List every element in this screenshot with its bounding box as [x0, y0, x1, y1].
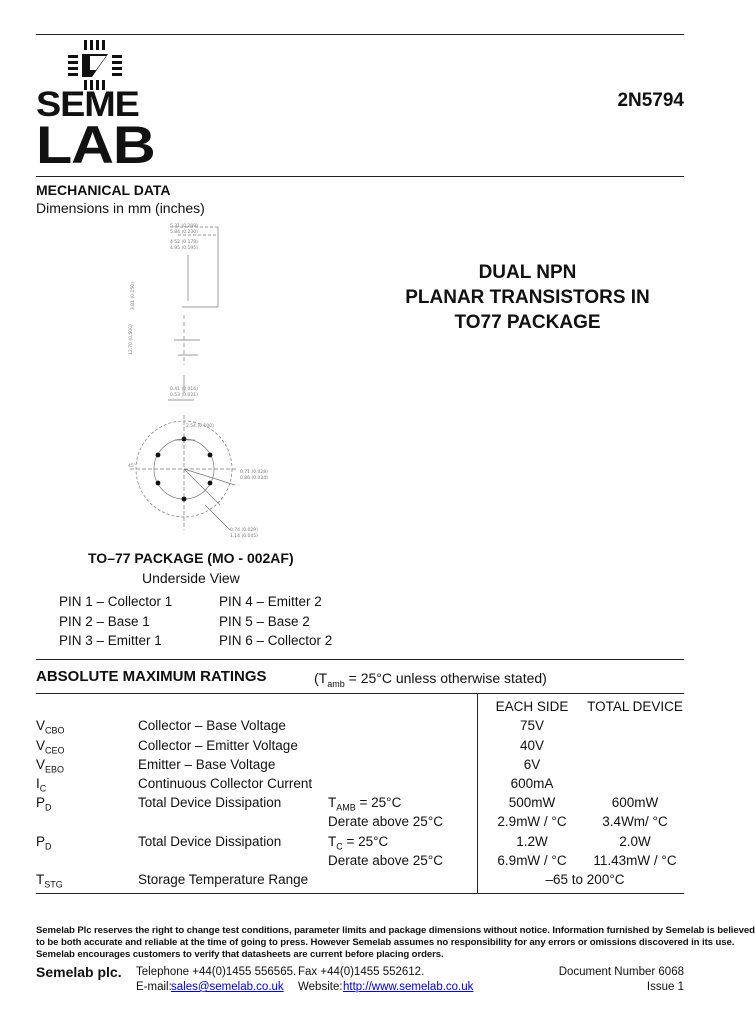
- row-total-value: 3.4Wm/ °C: [602, 814, 668, 829]
- logo-mark-icon: [36, 38, 161, 90]
- email-label: E-mail:: [136, 981, 172, 993]
- device-title: [360, 260, 695, 335]
- dim-label-2: 5.84 (0.230): [170, 230, 198, 235]
- row-each-value: 1.2W: [516, 834, 548, 849]
- symbol-letter: T: [36, 872, 45, 887]
- row-condition: [328, 795, 401, 813]
- pin-1: PIN 1 – Collector 1: [59, 594, 173, 609]
- row-description: Continuous Collector Current: [138, 776, 313, 791]
- pin-2: PIN 2 – Base 1: [59, 614, 150, 629]
- symbol-subscript: D: [45, 802, 52, 813]
- title-line-3: TO77 PACKAGE: [454, 312, 601, 333]
- row-condition: Derate above 25°C: [328, 814, 443, 829]
- row-total-value: 11.43mW / °C: [593, 853, 677, 868]
- package-caption: TO–77 PACKAGE (MO - 002AF): [88, 550, 294, 566]
- symbol-letter: P: [36, 834, 46, 849]
- row-condition: [328, 834, 388, 852]
- disclaimer: [36, 925, 755, 961]
- disclaimer-line-3: Semelab encourages customers to verify that datasheets are current before placing orders.: [36, 949, 444, 960]
- symbol-letter: P: [36, 795, 46, 810]
- condition-rest: = 25°C: [342, 834, 389, 849]
- dimensions-note: Dimensions in mm (inches): [36, 200, 205, 216]
- pin-6: PIN 6 – Collector 2: [219, 633, 333, 648]
- part-number: 2N5794: [617, 90, 684, 111]
- disclaimer-line-1: Semelab Plc reserves the right to change test conditions, parameter limits and package dimensions without notice. Information furnished by Semelab is believed: [36, 925, 755, 936]
- dim-label-8: 3.81 (0.150): [131, 282, 136, 310]
- row-symbol: [36, 834, 52, 852]
- dim-label-11: 0.71 (0.028): [240, 470, 268, 475]
- dim-label-14: 1.14 (0.045): [230, 534, 258, 539]
- email-link[interactable]: sales@semelab.co.uk: [171, 981, 284, 993]
- pin-4: PIN 4 – Emitter 2: [219, 594, 322, 609]
- symbol-subscript: C: [39, 783, 47, 794]
- row-each-value: 6V: [523, 757, 541, 772]
- col-total-device: TOTAL DEVICE: [587, 699, 683, 714]
- website-label: Website:: [298, 981, 343, 993]
- ratings-cond-sub: amb: [327, 678, 345, 689]
- footer-rule: [36, 893, 684, 894]
- ratings-top-rule: [36, 659, 684, 660]
- dim-label-9: 45°: [128, 464, 136, 469]
- symbol-subscript: EBO: [45, 764, 65, 775]
- row-symbol: [36, 795, 52, 813]
- disclaimer-line-2: to be both accurate and reliable at the time of going to press. However Semelab assumes no responsibility for any errors or omissions discovered in its use.: [36, 937, 735, 948]
- row-description: Total Device Dissipation: [138, 795, 282, 810]
- issue-number: Issue 1: [646, 981, 684, 993]
- row-description: Emitter – Base Voltage: [138, 757, 276, 772]
- logo-text-seme: SEME: [36, 85, 139, 124]
- mechanical-data-heading: MECHANICAL DATA: [36, 182, 171, 198]
- title-line-1: DUAL NPN: [478, 262, 577, 283]
- symbol-letter: V: [36, 718, 46, 733]
- dim-label-4: 4.95 (0.195): [170, 246, 198, 251]
- row-symbol: [36, 872, 63, 890]
- row-each-value: 2.9mW / °C: [497, 814, 567, 829]
- company-name: Semelab plc.: [36, 964, 122, 980]
- ratings-condition: [314, 670, 547, 689]
- dim-label-6: 0.53 (0.021): [170, 393, 198, 398]
- dim-label-7: 12.70 (0.500): [129, 324, 134, 355]
- row-symbol: [36, 718, 65, 736]
- view-caption: Underside View: [142, 570, 240, 586]
- condition-subscript: AMB: [336, 802, 356, 813]
- fax: Fax +44(0)1455 552612.: [298, 966, 425, 978]
- row-total-value: 600mW: [611, 795, 659, 810]
- row-description: Storage Temperature Range: [138, 872, 309, 887]
- row-description: Total Device Dissipation: [138, 834, 282, 849]
- row-each-value: 40V: [519, 738, 545, 753]
- symbol-letter: V: [36, 738, 46, 753]
- ratings-cond-rest: = 25°C unless otherwise stated): [344, 670, 547, 686]
- title-line-2: PLANAR TRANSISTORS IN: [405, 287, 650, 308]
- telephone: Telephone +44(0)1455 556565.: [136, 966, 297, 978]
- dim-label-12: 0.86 (0.034): [240, 476, 268, 481]
- package-drawing: [70, 215, 330, 539]
- pin-3: PIN 3 – Emitter 1: [59, 633, 162, 648]
- dim-label-3: 4.52 (0.178): [170, 240, 198, 245]
- logo-text-lab: LAB: [36, 116, 155, 175]
- ratings-cond-open: (T: [314, 670, 328, 686]
- dim-label-1: 5.31 (0.209): [170, 224, 198, 229]
- document-number: Document Number 6068: [558, 966, 684, 978]
- ratings-heading: ABSOLUTE MAXIMUM RATINGS: [36, 668, 267, 685]
- symbol-subscript: CEO: [45, 745, 65, 756]
- website-link[interactable]: http://www.semelab.co.uk: [343, 981, 474, 993]
- row-storage-range: –65 to 200°C: [545, 872, 625, 887]
- header-rule: [36, 176, 684, 177]
- row-each-value: 75V: [519, 718, 545, 733]
- pin-5: PIN 5 – Base 2: [219, 614, 310, 629]
- row-total-value: 2.0W: [619, 834, 651, 849]
- top-rule: [36, 34, 684, 35]
- symbol-subscript: D: [45, 841, 52, 852]
- semelab-logo: [36, 38, 161, 173]
- symbol-subscript: STG: [44, 879, 63, 890]
- condition-subscript: C: [336, 841, 343, 852]
- symbol-subscript: CBO: [45, 725, 65, 736]
- condition-letter: T: [328, 795, 337, 810]
- row-symbol: [36, 738, 65, 756]
- dim-label-10: 2.54 (0.100): [186, 424, 214, 429]
- row-description: Collector – Emitter Voltage: [138, 738, 298, 753]
- symbol-letter: I: [36, 776, 40, 791]
- row-condition: Derate above 25°C: [328, 853, 443, 868]
- symbol-letter: V: [36, 757, 46, 772]
- condition-rest: = 25°C: [355, 795, 402, 810]
- row-symbol: [36, 776, 46, 794]
- row-description: Collector – Base Voltage: [138, 718, 286, 733]
- condition-letter: T: [328, 834, 337, 849]
- ratings-header-rule: [36, 693, 684, 694]
- row-symbol: [36, 757, 64, 775]
- col-each-side: EACH SIDE: [495, 699, 569, 714]
- row-each-value: 500mW: [508, 795, 556, 810]
- dim-label-5: 0.41 (0.016): [170, 387, 198, 392]
- row-each-value: 6.9mW / °C: [497, 853, 567, 868]
- dim-label-13: 0.74 (0.029): [230, 528, 258, 533]
- row-each-value: 600mA: [510, 776, 554, 791]
